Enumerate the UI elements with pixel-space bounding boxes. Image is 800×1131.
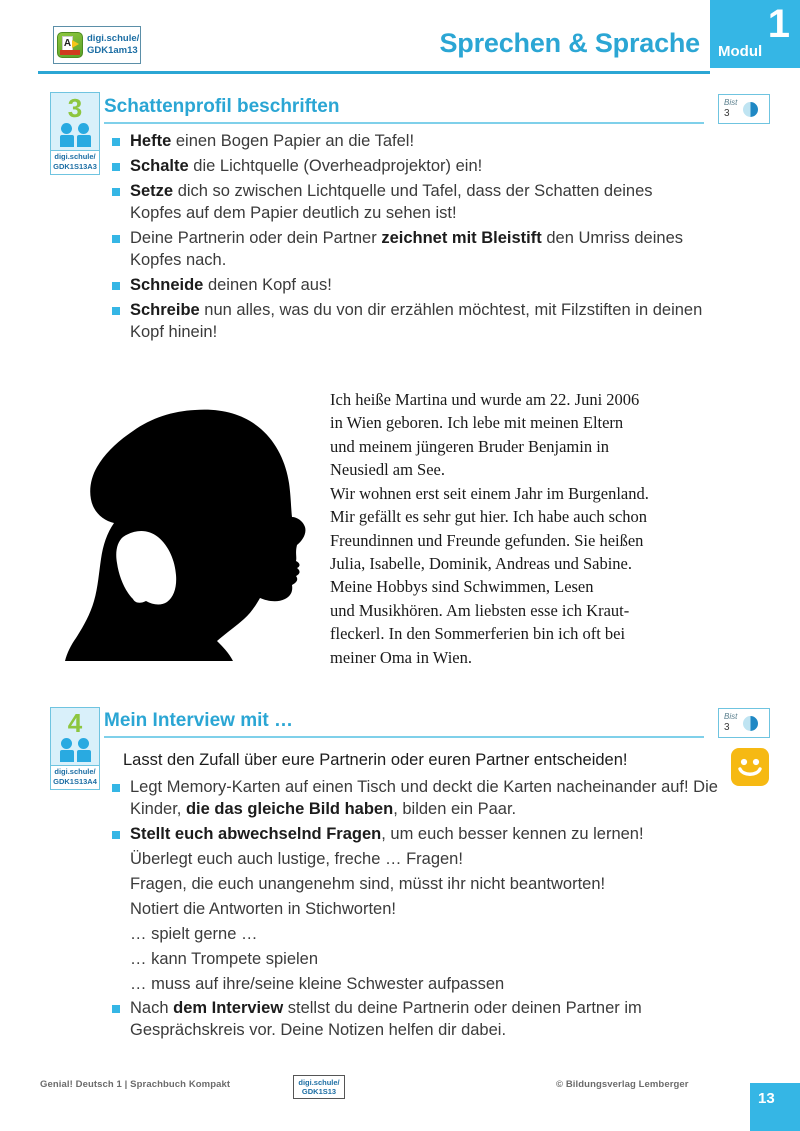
sample-text-block xyxy=(330,388,710,669)
bist-label: Bist xyxy=(724,97,738,107)
list-item xyxy=(104,824,724,846)
logo-line-2: GDK1am13 xyxy=(87,45,138,56)
header-divider xyxy=(38,71,710,74)
list-item xyxy=(104,777,724,821)
exercise-3-list xyxy=(104,131,704,346)
item-rest: deinen Kopf aus! xyxy=(203,275,332,294)
story-line: Julia, Isabelle, Dominik, Andreas und Sabine. xyxy=(330,553,632,573)
modul-badge xyxy=(710,0,800,68)
exercise-4-intro: Lasst den Zufall über eure Partnerin oder euren Partner entscheiden! xyxy=(123,751,628,769)
bullet-icon xyxy=(112,188,120,196)
bist-text xyxy=(724,712,737,735)
list-item xyxy=(104,131,704,153)
exercise-4-code[interactable] xyxy=(51,765,99,789)
list-item xyxy=(104,998,724,1042)
item-bold: dem Interview xyxy=(173,999,284,1018)
bullet-icon xyxy=(112,831,120,839)
item-bold: die das gleiche Bild haben xyxy=(185,799,394,818)
story-line: Mir gefällt es sehr gut hier. Ich habe auch schon xyxy=(330,507,648,527)
bullet-icon xyxy=(112,1005,120,1013)
bullet-icon xyxy=(112,163,120,171)
story-line: in Wien geboren. Ich lebe mit meinen Eltern xyxy=(330,413,624,433)
bullet-icon xyxy=(112,235,120,243)
item-bold: Stellt euch abwechselnd Fragen xyxy=(130,824,382,843)
digischule-tile-icon xyxy=(57,32,83,58)
digischule-header-logo[interactable] xyxy=(53,26,141,64)
footer-logo-line1: digi.schule/ xyxy=(298,1078,340,1087)
bist-value: 3 xyxy=(724,721,730,733)
exercise-3-badge xyxy=(50,92,100,175)
item-bold: Hefte xyxy=(130,132,172,150)
footer-copyright: © Bildungsverlag Lemberger xyxy=(556,1079,689,1090)
list-item xyxy=(104,300,704,344)
page-number-block xyxy=(750,1083,800,1131)
exercise-4-heading: Mein Interview mit … xyxy=(104,710,293,731)
partner-work-icon xyxy=(51,738,99,762)
story-line: Meine Hobbys sind Schwimmen, Lesen xyxy=(330,577,594,597)
exercise-3-heading: Schattenprofil beschriften xyxy=(104,96,340,117)
sub-line: Notiert die Antworten in Stichworten! xyxy=(130,899,396,918)
bist-label: Bist xyxy=(724,711,738,721)
head-silhouette-image xyxy=(45,405,330,675)
page-header xyxy=(0,0,800,75)
bist-text xyxy=(724,98,737,121)
sub-line: Überlegt euch auch lustige, freche … Fragen! xyxy=(130,849,463,868)
exercise-4-code-line1: digi.schule/ xyxy=(54,767,96,776)
footer-logo-line2: GDK1S13 xyxy=(301,1087,337,1097)
story-line: und meinem jüngeren Bruder Benjamin in xyxy=(330,436,610,456)
bullet-icon xyxy=(112,784,120,792)
item-bold: zeichnet mit Bleistift xyxy=(381,228,542,247)
story-line: Neusiedl am See. xyxy=(330,460,446,480)
item-bold: Setze xyxy=(130,181,174,200)
story-line: Ich heiße Martina und wurde am 22. Juni 2006 xyxy=(330,390,640,409)
partner-work-icon xyxy=(51,123,99,147)
list-item xyxy=(104,275,704,297)
exercise-4-number: 4 xyxy=(67,708,83,738)
item-bold: Schneide xyxy=(130,275,204,294)
item-rest: die Lichtquelle (Overheadprojektor) ein! xyxy=(188,156,483,175)
bist-value: 3 xyxy=(724,107,730,119)
exercise-3-code-line2: GDK1S13A3 xyxy=(53,161,97,171)
exercise-3-divider xyxy=(104,122,704,124)
story-line: Wir wohnen erst seit einem Jahr im Burgenland. xyxy=(330,483,649,503)
sub-line: … spielt gerne … xyxy=(130,924,258,943)
item-rest: den Umriss deines Kopfes nach. xyxy=(130,228,683,269)
digischule-logo-text xyxy=(87,33,139,57)
list-item xyxy=(104,181,704,225)
pencil-icon xyxy=(72,40,79,48)
logo-line-1: digi.schule/ xyxy=(87,33,140,45)
list-item xyxy=(104,228,704,272)
exercise-4-list xyxy=(104,777,724,1045)
exercise-4-code-line2: GDK1S13A4 xyxy=(53,776,97,786)
exercise-4-badge xyxy=(50,707,100,790)
story-line: meiner Oma in Wien. xyxy=(330,647,472,667)
exercise-3-code-line1: digi.schule/ xyxy=(54,152,96,161)
item-rest: , um euch besser kennen zu lernen! xyxy=(381,824,644,843)
logo-strip xyxy=(60,50,80,55)
bullet-icon xyxy=(112,138,120,146)
story-line: fleckerl. In den Sommerferien bin ich oft bei xyxy=(330,624,626,644)
page-number: 13 xyxy=(758,1090,775,1107)
item-rest: stellst du deine Partnerin oder deinen Partner im Gesprächskreis vor. Deine Notizen helfen dir dabei. xyxy=(130,999,642,1040)
bullet-icon xyxy=(112,307,120,315)
exercise-4-bist-badge xyxy=(718,708,770,738)
sub-line: … kann Trompete spielen xyxy=(130,949,319,968)
item-pre: Deine Partnerin oder dein Partner xyxy=(130,228,382,247)
exercise-3-code[interactable] xyxy=(51,150,99,174)
item-pre: Nach xyxy=(130,999,174,1018)
digischule-footer-logo[interactable] xyxy=(293,1075,345,1099)
exercise-3-number: 3 xyxy=(67,93,83,123)
modul-number: 1 xyxy=(767,2,790,46)
item-rest: einen Bogen Papier an die Tafel! xyxy=(171,132,415,150)
half-circle-icon xyxy=(743,716,758,731)
half-circle-icon xyxy=(743,102,758,117)
page-title: Sprechen & Sprache xyxy=(439,28,700,58)
bullet-icon xyxy=(112,282,120,290)
item-rest: , bilden ein Paar. xyxy=(393,799,517,818)
modul-label: Modul xyxy=(718,43,763,60)
item-pre: Legt Memory-Karten auf einen Tisch und deckt die Karten nacheinander auf! Die Kinder, xyxy=(130,778,718,818)
story-line: Freundinnen und Freunde gefunden. Sie heißen xyxy=(330,530,644,550)
logo-card-letter: A xyxy=(63,38,72,49)
exercise-4-divider xyxy=(104,736,704,738)
item-bold: Schreibe xyxy=(130,300,200,319)
sub-line: … muss auf ihre/seine kleine Schwester aufpassen xyxy=(130,974,505,993)
list-item xyxy=(104,156,704,178)
item-rest: dich so zwischen Lichtquelle und Tafel, dass der Schatten deines Kopfes auf dem Papier deutlich zu sehen ist! xyxy=(130,181,653,222)
exercise-3-bist-badge xyxy=(718,94,770,124)
item-rest: nun alles, was du von dir erzählen möchtest, mit Filzstiften in deinen Kopf hinein! xyxy=(130,300,703,341)
story-line: und Musikhören. Am liebsten esse ich Kraut- xyxy=(330,600,630,620)
item-bold: Schalte xyxy=(130,156,189,175)
smiley-icon xyxy=(731,748,769,786)
sub-line: Fragen, die euch unangenehm sind, müsst ihr nicht beantworten! xyxy=(130,874,606,893)
footer-left-text: Genial! Deutsch 1 | Sprachbuch Kompakt xyxy=(40,1079,231,1090)
